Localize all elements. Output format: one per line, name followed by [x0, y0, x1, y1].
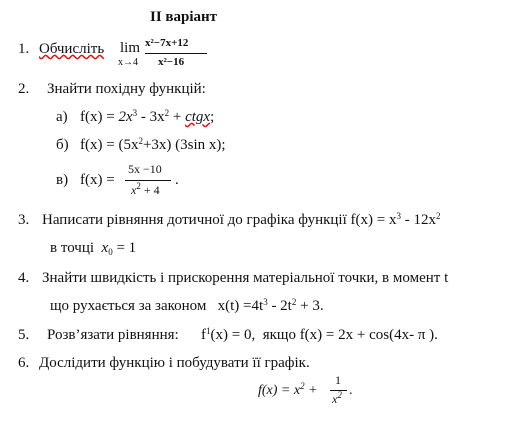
- task-2c-numerator: 5x −10: [128, 162, 162, 176]
- task-6-number: 6.: [18, 355, 30, 371]
- limit-numerator: x²−7x+12: [145, 37, 189, 49]
- task-2c-fraction-bar: [125, 180, 171, 181]
- task-2c-denominator: $x^2 + 4$: [131, 181, 160, 197]
- task-4-line-2: що рухається за законом $x(t) =4t^3 - 2t^2 + 3$.: [50, 297, 324, 314]
- task-2-number: 2.: [18, 81, 30, 97]
- task-2c-end: .: [175, 172, 179, 188]
- task-3-number: 3.: [18, 212, 30, 228]
- task-2-text: Знайти похідну функцій:: [47, 81, 206, 97]
- task-6-function-lhs: $f(x) = x^2$ +: [258, 381, 318, 398]
- task-2a-expression: $f(x) = 2x^3 - 3x^2$ + ctgx;: [80, 108, 215, 125]
- fraction-bar: [145, 53, 207, 54]
- task-5-number: 5.: [18, 327, 30, 343]
- task-2b-label: б): [56, 137, 69, 153]
- task-2c-label: в): [56, 172, 69, 188]
- task-2c-f: f(x) =: [80, 172, 115, 188]
- task-4-line-1: Знайти швидкість і прискорення матеріальної точки, в момент t: [42, 270, 449, 286]
- task-1-label: Обчисліть: [39, 41, 105, 57]
- task-2b-expression: $f(x) = (5x^2+3x)$ (3sin x);: [80, 136, 226, 153]
- task-5-text: Розв’язати рівняння:: [47, 327, 179, 343]
- task-4-number: 4.: [18, 270, 30, 286]
- task-3-line-1: Написати рівняння дотичної до графіка функції $f(x) = x^3 - 12x^2$: [42, 211, 441, 228]
- page-title: II варіант: [150, 9, 218, 25]
- task-2a-label: а): [56, 109, 68, 125]
- task-5-equation: $f^1(x) = 0$, якщо f(x) = 2x + cos(4x- π ).: [201, 326, 438, 343]
- task-6-text: Дослідити функцію і побудувати її графік.: [39, 355, 310, 371]
- task-1-number: 1.: [18, 41, 30, 57]
- task-3-line-2: в точці $x_0 = 1$: [50, 240, 137, 257]
- limit-symbol: lim: [120, 40, 141, 56]
- task-6-frac-den: $x^2$: [332, 390, 342, 406]
- limit-denominator: x²−16: [158, 56, 185, 68]
- limit-subscript: x→4: [118, 57, 138, 68]
- task-6-frac-num: 1: [335, 373, 341, 387]
- task-6-function-end: .: [349, 383, 353, 398]
